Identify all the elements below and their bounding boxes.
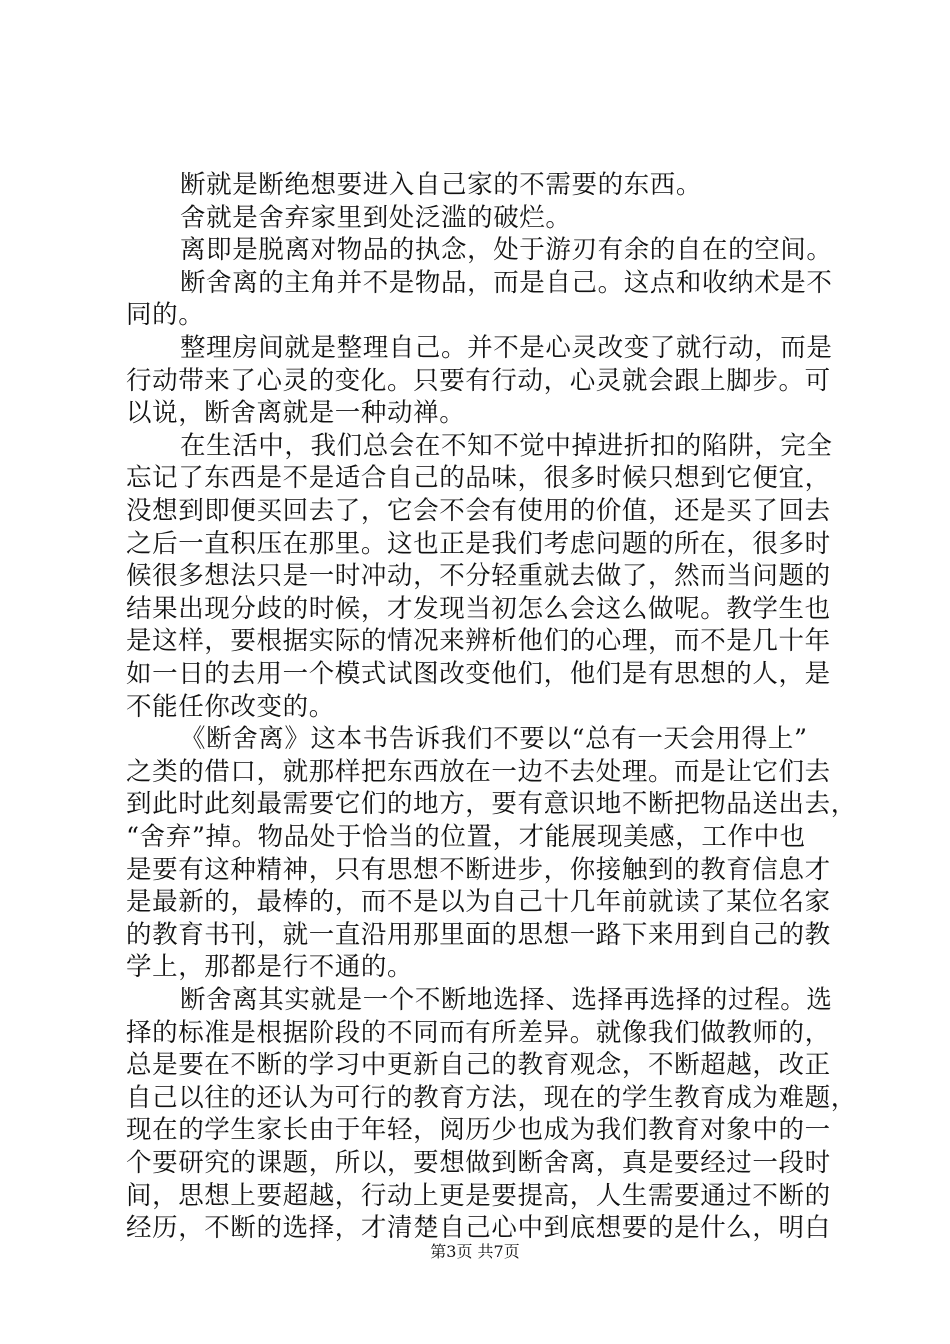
text-line: 整理房间就是整理自己。并不是心灵改变了就行动，而是: [180, 333, 833, 363]
text-line: 候很多想法只是一时冲动，不分轻重就去做了，然而当问题的: [126, 561, 831, 592]
text-line: 学上，那都是行不通的。: [126, 952, 414, 983]
text-line: 是这样，要根据实际的情况来辨析他们的心理，而不是几十年: [126, 626, 831, 657]
text-line: 的教育书刊，就一直沿用那里面的思想一路下来用到自己的教: [126, 919, 831, 950]
text-line: 舍就是舍弃家里到处泛滥的破烂。: [180, 202, 572, 233]
text-line: 没想到即便买回去了，它会不会有使用的价值，还是买了回去: [126, 496, 831, 526]
page-number: 第3页 共7页: [430, 1242, 520, 1261]
text-line: 在生活中，我们总会在不知不觉中掉进折扣的陷阱，完全: [180, 430, 833, 461]
text-line: 择的标准是根据阶段的不同而有所差异。就像我们做教师的，: [126, 1017, 831, 1048]
text-line: 个要研究的课题，所以，要想做到断舍离，真是要经过一段时: [126, 1148, 831, 1178]
text-line: 离即是脱离对物品的执念，处于游刃有余的自在的空间。: [180, 235, 833, 266]
text-line: 总是要在不断的学习中更新自己的教育观念，不断超越，改正: [126, 1050, 831, 1081]
text-line: 断舍离其实就是一个不断地选择、选择再选择的过程。选: [180, 985, 833, 1015]
text-line: 同的。: [126, 300, 205, 331]
text-line: 如一日的去用一个模式试图改变他们，他们是有思想的人，是: [126, 659, 831, 689]
text-line: 是最新的，最棒的，而不是以为自己十几年前就读了某位名家: [126, 887, 831, 918]
text-line: 断就是断绝想要进入自己家的不需要的东西。: [180, 170, 703, 200]
text-line: 是要有这种精神，只有思想不断进步，你接触到的教育信息才: [126, 854, 831, 885]
text-line: 不能任你改变的。: [126, 691, 335, 722]
text-line: 现在的学生家长由于年轻，阅历少也成为我们教育对象中的一: [126, 1115, 831, 1146]
text-line: “舍弃”掉。物品处于恰当的位置，才能展现美感，工作中也: [126, 822, 806, 852]
text-line: 自己以往的还认为可行的教育方法，现在的学生教育成为难题，: [126, 1082, 857, 1113]
text-line: 之后一直积压在那里。这也正是我们考虑问题的所在，很多时: [126, 528, 831, 559]
text-line: 断舍离的主角并不是物品，而是自己。这点和收纳术是不: [180, 267, 833, 298]
text-line: 经历，不断的选择，才清楚自己心中到底想要的是什么，明白: [126, 1213, 831, 1244]
text-line: 到此时此刻最需要它们的地方，要有意识地不断把物品送出去，: [126, 789, 857, 820]
text-line: 结果出现分歧的时候，才发现当初怎么会这么做呢。教学生也: [126, 593, 831, 624]
text-line: 行动带来了心灵的变化。只要有行动，心灵就会跟上脚步。可: [126, 365, 831, 396]
text-line: 忘记了东西是不是适合自己的品味，很多时候只想到它便宜，: [126, 463, 831, 494]
text-line: 之类的借口，就那样把东西放在一边不去处理。而是让它们去: [126, 756, 831, 787]
text-line: 以说，断舍离就是一种动禅。: [126, 398, 466, 429]
text-line: 《断舍离》这本书告诉我们不要以“总有一天会用得上”: [180, 724, 808, 755]
text-line: 间，思想上要超越，行动上更是要提高，人生需要通过不断的: [126, 1180, 831, 1211]
